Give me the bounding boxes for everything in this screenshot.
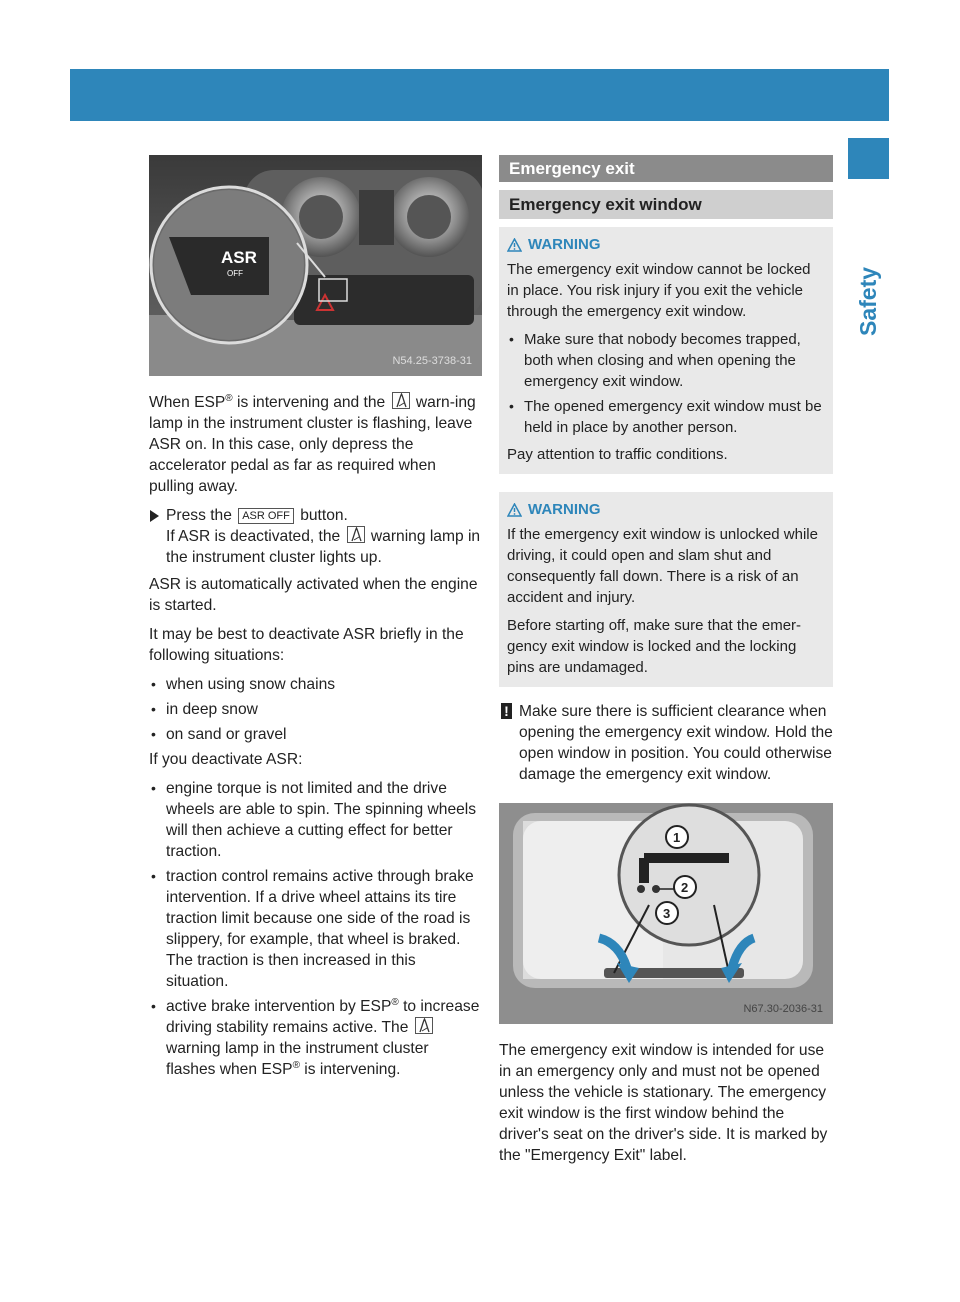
svg-text:2: 2 — [681, 880, 689, 895]
list-item: • engine torque is not limited and the drive wheels are able to spin. The spinning wheels will then achieve a cutting effect for better traction. — [149, 778, 482, 862]
auto-activation-text: ASR is automatically activated when the engine is started. — [149, 576, 478, 614]
deactivate-intro: If you deactivate ASR: — [149, 751, 303, 768]
skid-warning-icon — [392, 392, 410, 409]
list-item: • The opened emergency exit window must be held in place by another person. — [507, 396, 825, 438]
warning-text: If the emergency exit window is unlocked while driving, it could open and slam shut and consequently fall down. There is a risk of an accident and injury. — [507, 526, 818, 606]
notice — [499, 701, 833, 785]
list-item: • on sand or gravel — [149, 724, 482, 745]
svg-text:1: 1 — [673, 830, 681, 845]
warning-label: WARNING — [528, 236, 601, 253]
right-column — [499, 155, 833, 1174]
list-item: • when using snow chains — [149, 674, 482, 695]
subsection-title: Emergency exit window — [499, 190, 833, 219]
left-column — [149, 155, 482, 1084]
svg-text:ASR: ASR — [221, 248, 257, 267]
notice-text: Make sure there is sufficient clearance when opening the emergency exit window. Hold the open window in position. You could otherwise damage the emergency exit window. — [519, 703, 833, 783]
dashboard-photo — [149, 155, 482, 376]
list-item: • Make sure that nobody becomes trapped, both when closing and when opening the emergency exit window. — [507, 329, 825, 392]
skid-warning-icon — [415, 1017, 433, 1034]
photo-code: N67.30-2036-31 — [743, 1003, 823, 1015]
intro-paragraph: When ESP® is intervening and the warn-ing lamp in the instrument cluster is flashing, leave ASR on. In this case, only depress the accelerator pedal as far as required when pulling away. — [149, 392, 476, 495]
warning-box — [499, 227, 833, 474]
warning-box — [499, 492, 833, 687]
photo-code: N54.25-3738-31 — [392, 355, 472, 367]
situations-intro: It may be best to deactivate ASR briefly in the following situations: — [149, 626, 464, 664]
exclamation-icon: ! — [501, 703, 512, 719]
emergency-window-illustration — [499, 803, 833, 1024]
page-header — [674, 0, 890, 52]
asr-switch-illustration — [149, 155, 482, 376]
list-item: • active brake intervention by ESP® to increase driving stability remains active. The warning lamp in the instrument cluster flashes when ESP® is intervening. — [149, 996, 482, 1080]
header-bar — [70, 69, 889, 121]
warning-text: Before starting off, make sure that the emer-gency exit window is locked and the locking pins are undamaged. — [507, 617, 802, 676]
window-photo — [499, 803, 833, 1024]
side-tab-block — [848, 138, 889, 179]
skid-warning-icon — [347, 526, 365, 543]
instruction-step: Press the ASR OFF button. If ASR is deactivated, the warning lamp in the instrument cluster lights up. — [149, 505, 482, 568]
warning-footer: Pay attention to traffic conditions. — [507, 446, 728, 463]
side-tab-label: Safety — [855, 266, 881, 336]
warning-triangle-icon — [507, 238, 522, 252]
svg-text:3: 3 — [663, 906, 671, 921]
closing-paragraph: The emergency exit window is intended for use in an emergency only and must not be opened unless the vehicle is stationary. The emergency exit window is the first window behind the driver's seat on the driver's side. It is marked by the "Emergency Exit" label. — [499, 1042, 828, 1164]
section-title: Emergency exit — [499, 155, 833, 182]
list-item: • traction control remains active through brake intervention. If a drive wheel attains its tire traction limit because one side of the road is slippery, for example, that wheel is braked. The traction is then increased in this situation. — [149, 866, 482, 992]
page-number: 61 — [854, 15, 878, 37]
warning-text: The emergency exit window cannot be locked in place. You risk injury if you exit the vehicle through the emergency exit window. — [507, 261, 811, 320]
svg-text:OFF: OFF — [227, 269, 243, 278]
asr-off-button-icon: ASR OFF — [238, 508, 294, 524]
warning-label: WARNING — [528, 501, 601, 518]
warning-triangle-icon — [507, 503, 522, 517]
list-item: • in deep snow — [149, 699, 482, 720]
header-title: Emergency exit — [673, 14, 829, 37]
